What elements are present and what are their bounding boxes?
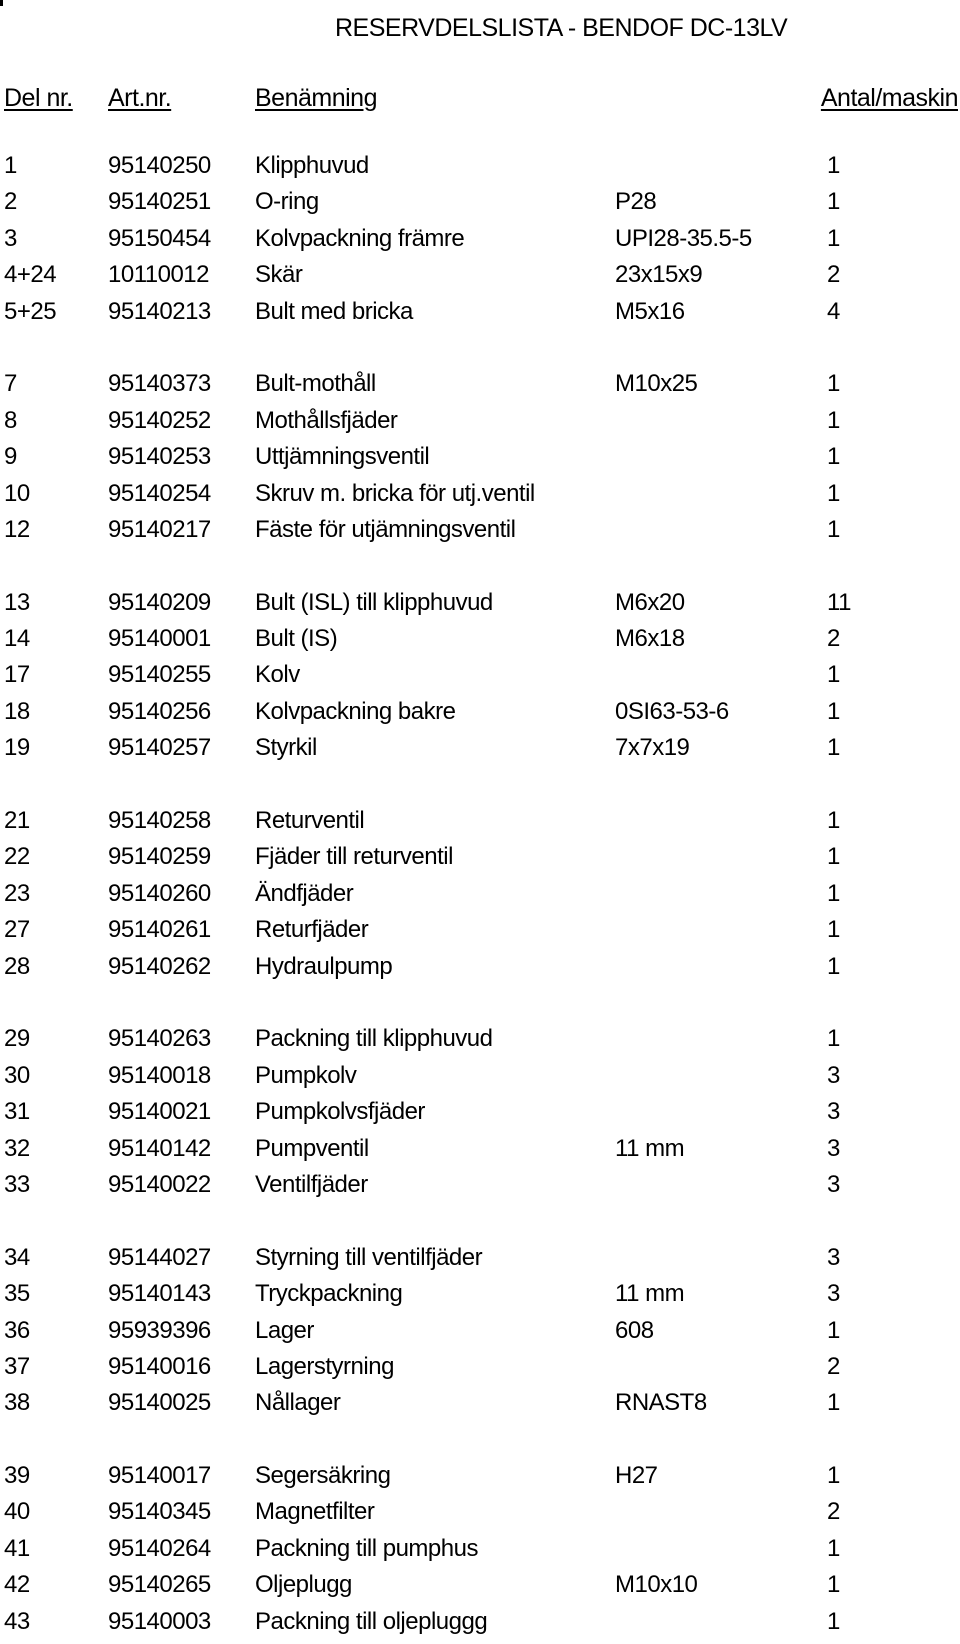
del-nr: 10: [4, 479, 30, 507]
del-nr: 19: [4, 734, 30, 762]
art-nr: 95140262: [108, 952, 211, 980]
dimension: M10x10: [615, 1571, 698, 1599]
antal: 3: [827, 1061, 840, 1089]
part-row: [0, 152, 960, 188]
antal: 1: [827, 1607, 840, 1635]
art-nr: 95140021: [108, 1098, 211, 1126]
benamning: Bult (ISL) till klipphuvud: [255, 588, 493, 616]
benamning: Bult (IS): [255, 625, 338, 653]
art-nr: 95140003: [108, 1607, 211, 1635]
benamning: Kolv: [255, 661, 300, 689]
del-nr: 33: [4, 1170, 30, 1198]
part-row: [0, 1498, 960, 1534]
del-nr: 18: [4, 697, 30, 725]
benamning: Nållager: [255, 1389, 341, 1417]
art-nr: 95140254: [108, 479, 211, 507]
antal: 1: [827, 224, 840, 252]
part-row: [0, 698, 960, 734]
art-nr: 95140016: [108, 1352, 211, 1380]
del-nr: 38: [4, 1389, 30, 1417]
antal: 3: [827, 1170, 840, 1198]
part-row: [0, 1389, 960, 1425]
del-nr: 1: [4, 152, 17, 179]
antal: 2: [827, 1352, 840, 1380]
benamning: Hydraulpump: [255, 952, 393, 980]
benamning: Ventilfjäder: [255, 1170, 368, 1198]
art-nr: 95144027: [108, 1243, 211, 1271]
page-title: RESERVDELSLISTA - BENDOF DC-13LV: [335, 14, 788, 42]
del-nr: 3: [4, 224, 17, 252]
dimension: RNAST8: [615, 1389, 707, 1417]
dimension: H27: [615, 1462, 658, 1490]
del-nr: 17: [4, 661, 30, 689]
benamning: Skruv m. bricka för utj.ventil: [255, 479, 535, 507]
del-nr: 27: [4, 916, 30, 944]
parts-list: [0, 152, 960, 1644]
antal: 1: [827, 406, 840, 434]
del-nr: 42: [4, 1571, 30, 1599]
part-row: [0, 1135, 960, 1171]
dimension: 0SI63-53-6: [615, 697, 729, 725]
art-nr: 95140260: [108, 879, 211, 907]
art-nr: 95140265: [108, 1571, 211, 1599]
part-row: [0, 370, 960, 406]
benamning: Pumpventil: [255, 1134, 369, 1162]
art-nr: 95140258: [108, 807, 211, 835]
del-nr: 14: [4, 625, 30, 653]
corner-mark: [0, 0, 3, 6]
part-row: [0, 1025, 960, 1061]
del-nr: 28: [4, 952, 30, 980]
header-del-nr: Del nr.: [4, 84, 73, 112]
benamning: Kolvpackning bakre: [255, 697, 456, 725]
del-nr: 4+24: [4, 261, 57, 289]
art-nr: 95150454: [108, 224, 211, 252]
benamning: Returventil: [255, 807, 365, 835]
part-row: [0, 1353, 960, 1389]
benamning: Tryckpackning: [255, 1280, 403, 1308]
benamning: Lager: [255, 1316, 314, 1344]
del-nr: 32: [4, 1134, 30, 1162]
art-nr: 95140001: [108, 625, 211, 653]
antal: 11: [827, 588, 851, 616]
antal: 1: [827, 1389, 840, 1417]
part-row: [0, 1062, 960, 1098]
art-nr: 95140373: [108, 370, 211, 398]
art-nr: 95140263: [108, 1025, 211, 1053]
art-nr: 95140261: [108, 916, 211, 944]
dimension: M6x20: [615, 588, 685, 616]
del-nr: 40: [4, 1498, 30, 1526]
art-nr: 95140251: [108, 188, 211, 216]
part-row: [0, 1608, 960, 1644]
del-nr: 8: [4, 406, 17, 434]
benamning: Segersäkring: [255, 1462, 391, 1490]
part-row: [0, 188, 960, 224]
del-nr: 30: [4, 1061, 30, 1089]
art-nr: 10110012: [108, 261, 209, 289]
del-nr: 2: [4, 188, 17, 216]
del-nr: 29: [4, 1025, 30, 1053]
del-nr: 31: [4, 1098, 30, 1126]
antal: 1: [827, 479, 840, 507]
art-nr: 95140253: [108, 443, 211, 471]
part-row: [0, 661, 960, 697]
dimension: UPI28-35.5-5: [615, 224, 752, 252]
benamning: Skär: [255, 261, 303, 289]
part-row: [0, 261, 960, 297]
benamning: Returfjäder: [255, 916, 369, 944]
part-row: [0, 1244, 960, 1280]
dimension: 23x15x9: [615, 261, 703, 289]
benamning: Lagerstyrning: [255, 1352, 394, 1380]
part-row: [0, 1535, 960, 1571]
antal: 1: [827, 1025, 840, 1053]
benamning: Fjäder till returventil: [255, 843, 453, 871]
del-nr: 7: [4, 370, 17, 398]
header-art-nr: Art.nr.: [108, 84, 172, 112]
benamning: Pumpkolvsfjäder: [255, 1098, 425, 1126]
benamning: Styrkil: [255, 734, 317, 762]
antal: 1: [827, 661, 840, 689]
benamning: Styrning till ventilfjäder: [255, 1243, 483, 1271]
antal: 3: [827, 1243, 840, 1271]
antal: 1: [827, 734, 840, 762]
antal: 1: [827, 1534, 840, 1562]
antal: 1: [827, 916, 840, 944]
antal: 2: [827, 1498, 840, 1526]
part-row: [0, 1462, 960, 1498]
antal: 1: [827, 443, 840, 471]
antal: 2: [827, 261, 840, 289]
benamning: Uttjämningsventil: [255, 443, 430, 471]
art-nr: 95140017: [108, 1462, 211, 1490]
art-nr: 95140345: [108, 1498, 211, 1526]
benamning: Bult-mothåll: [255, 370, 376, 398]
art-nr: 95140252: [108, 406, 211, 434]
part-row: [0, 734, 960, 770]
part-row: [0, 516, 960, 552]
antal: 1: [827, 1462, 840, 1490]
dimension: M5x16: [615, 297, 685, 325]
antal: 1: [827, 370, 840, 398]
antal: 1: [827, 515, 840, 543]
part-row: [0, 443, 960, 479]
art-nr: 95140209: [108, 588, 211, 616]
antal: 4: [827, 297, 840, 325]
art-nr: 95140018: [108, 1061, 211, 1089]
antal: 1: [827, 697, 840, 725]
part-row: [0, 225, 960, 261]
art-nr: 95140025: [108, 1389, 211, 1417]
benamning: O-ring: [255, 188, 319, 216]
antal: 1: [827, 152, 840, 179]
dimension: 11 mm: [615, 1280, 685, 1308]
del-nr: 21: [4, 807, 30, 835]
antal: 3: [827, 1280, 840, 1308]
del-nr: 36: [4, 1316, 30, 1344]
header-antal: Antal/maskin: [820, 84, 958, 112]
art-nr: 95140259: [108, 843, 211, 871]
benamning: Packning till klipphuvud: [255, 1025, 493, 1053]
part-row: [0, 916, 960, 952]
art-nr: 95140257: [108, 734, 211, 762]
part-row: [0, 1280, 960, 1316]
part-row: [0, 953, 960, 989]
del-nr: 5+25: [4, 297, 57, 325]
benamning: Fäste för utjämningsventil: [255, 515, 516, 543]
art-nr: 95939396: [108, 1316, 211, 1344]
antal: 1: [827, 952, 840, 980]
benamning: Ändfjäder: [255, 879, 354, 907]
benamning: Oljeplugg: [255, 1571, 352, 1599]
part-row: [0, 480, 960, 516]
art-nr: 95140250: [108, 152, 211, 179]
art-nr: 95140264: [108, 1534, 211, 1562]
art-nr: 95140217: [108, 515, 211, 543]
del-nr: 34: [4, 1243, 30, 1271]
art-nr: 95140256: [108, 697, 211, 725]
part-row: [0, 880, 960, 916]
part-row: [0, 589, 960, 625]
benamning: Pumpkolv: [255, 1061, 357, 1089]
del-nr: 35: [4, 1280, 30, 1308]
del-nr: 13: [4, 588, 30, 616]
antal: 1: [827, 1571, 840, 1599]
part-row: [0, 298, 960, 334]
part-row: [0, 1571, 960, 1607]
benamning: Klipphuvud: [255, 152, 369, 179]
del-nr: 9: [4, 443, 17, 471]
del-nr: 37: [4, 1352, 30, 1380]
del-nr: 43: [4, 1607, 30, 1635]
benamning: Kolvpackning främre: [255, 224, 465, 252]
antal: 1: [827, 188, 840, 216]
part-row: [0, 843, 960, 879]
art-nr: 95140142: [108, 1134, 211, 1162]
dimension: 11 mm: [615, 1134, 685, 1162]
antal: 3: [827, 1098, 840, 1126]
art-nr: 95140143: [108, 1280, 211, 1308]
del-nr: 39: [4, 1462, 30, 1490]
part-row: [0, 1317, 960, 1353]
antal: 1: [827, 1316, 840, 1344]
del-nr: 41: [4, 1534, 30, 1562]
part-row: [0, 625, 960, 661]
benamning: Mothållsfjäder: [255, 406, 398, 434]
antal: 3: [827, 1134, 840, 1162]
part-row: [0, 1098, 960, 1134]
benamning: Packning till pumphus: [255, 1534, 478, 1562]
dimension: M6x18: [615, 625, 685, 653]
art-nr: 95140255: [108, 661, 211, 689]
part-row: [0, 407, 960, 443]
dimension: 608: [615, 1316, 654, 1344]
antal: 1: [827, 879, 840, 907]
benamning: Packning till oljepluggg: [255, 1607, 488, 1635]
antal: 2: [827, 625, 840, 653]
del-nr: 12: [4, 515, 30, 543]
del-nr: 22: [4, 843, 30, 871]
antal: 1: [827, 807, 840, 835]
part-row: [0, 807, 960, 843]
dimension: P28: [615, 188, 657, 216]
dimension: 7x7x19: [615, 734, 690, 762]
art-nr: 95140022: [108, 1170, 211, 1198]
antal: 1: [827, 843, 840, 871]
del-nr: 23: [4, 879, 30, 907]
benamning: Bult med bricka: [255, 297, 413, 325]
dimension: M10x25: [615, 370, 698, 398]
part-row: [0, 1171, 960, 1207]
benamning: Magnetfilter: [255, 1498, 375, 1526]
art-nr: 95140213: [108, 297, 211, 325]
header-benamning: Benämning: [255, 84, 377, 112]
